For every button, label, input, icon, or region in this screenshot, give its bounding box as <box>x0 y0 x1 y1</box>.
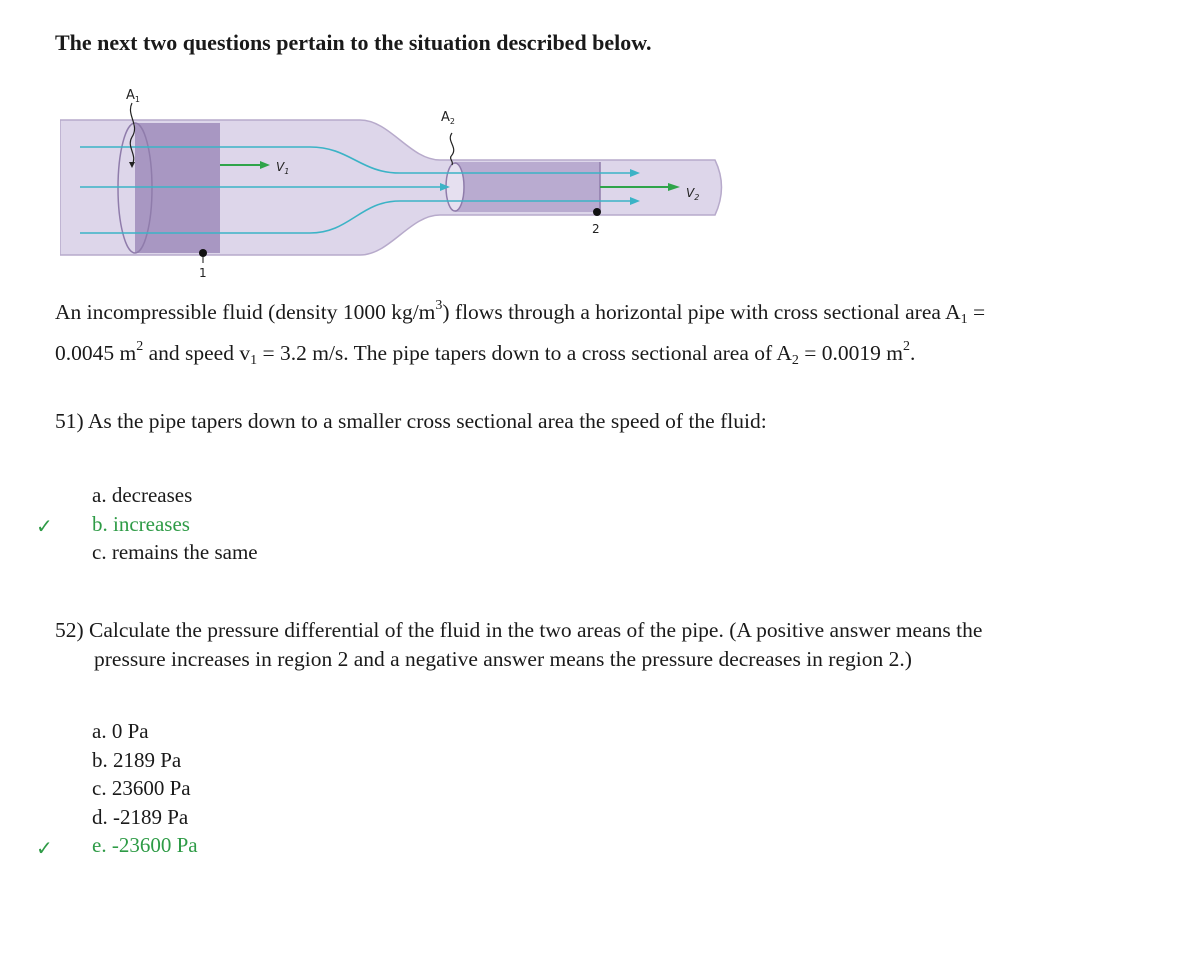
q52-correct-check-icon: ✓ <box>36 836 53 860</box>
q52-option-b: b. 2189 Pa <box>92 747 182 772</box>
label-v1: $V_1$ <box>276 160 290 176</box>
q52-option-a: a. 0 Pa <box>92 719 149 743</box>
label-v2: $V_2$ <box>686 186 700 202</box>
q52-option-c: c. 23600 Pa <box>92 776 191 800</box>
problem-statement <box>55 292 985 374</box>
question-52-options <box>92 717 198 860</box>
label-a2: $A_2$ <box>441 110 455 126</box>
question-52-line-1: 52) Calculate the pressure differential of the fluid in the two areas of the pipe. (A positive answer means the <box>55 618 983 642</box>
question-52-line-2: pressure increases in region 2 and a negative answer means the pressure decreases in region 2.) <box>94 647 912 671</box>
q52-option-d: d. -2189 Pa <box>92 804 189 829</box>
question-51-text: 51) As the pipe tapers down to a smaller cross sectional area the speed of the fluid: <box>55 409 767 433</box>
problem-line-1: An incompressible fluid (density 1000 $kg/m^3$) flows through a horizontal pipe with cross sectional area $A_1$ = <box>55 298 986 327</box>
q52-option-e: e. -23600 Pa <box>92 833 198 857</box>
q51-correct-check-icon: ✓ <box>36 514 53 538</box>
point-2-label: 2 <box>592 222 600 236</box>
intro-heading: The next two questions pertain to the situation described below. <box>55 30 652 55</box>
pipe-diagram <box>60 85 740 285</box>
q51-option-a: a. decreases <box>92 483 193 507</box>
q51-option-b: b. increases <box>92 511 190 536</box>
region-2-band <box>455 162 600 212</box>
question-51-options <box>92 481 258 567</box>
label-a1: $A_1$ <box>126 88 140 104</box>
q51-option-c: c. remains the same <box>92 540 258 564</box>
point-1-label: 1 <box>199 266 207 280</box>
problem-line-2: 0.0045 $m^2$ and speed $v_1 = 3.2$ m/s. The pipe tapers down to a cross sectional area of $A_2 = 0.0019$ $m^2$. <box>55 339 916 368</box>
